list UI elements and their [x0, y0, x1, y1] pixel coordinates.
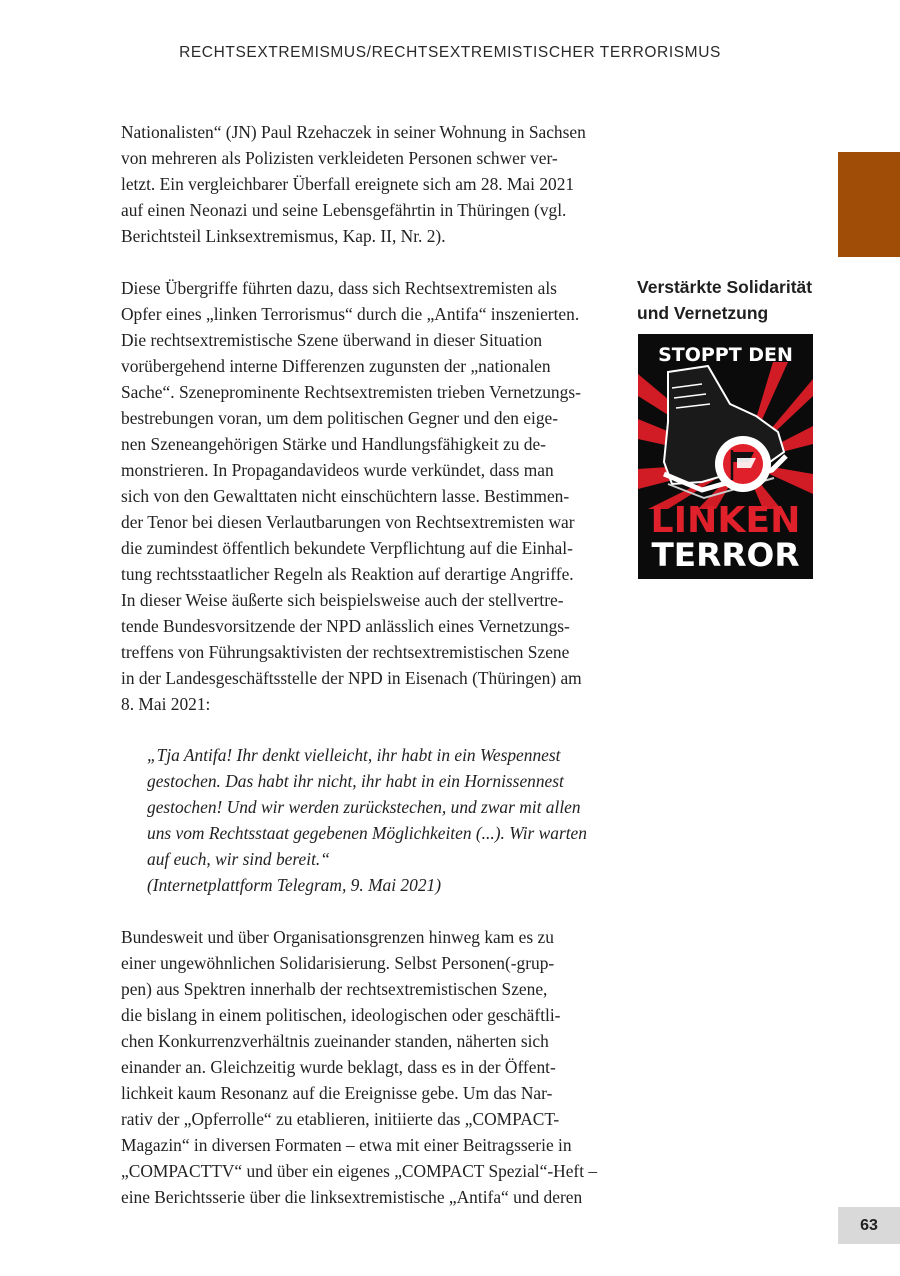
text-line: In dieser Weise äußerte sich beispielsweise auch der stellvertre- — [121, 590, 564, 610]
block-quote — [147, 742, 617, 898]
text-line: lichkeit kaum Resonanz auf die Ereignisse gebe. Um das Nar- — [121, 1083, 553, 1103]
quote-source: (Internetplattform Telegram, 9. Mai 2021) — [147, 875, 442, 895]
margin-heading-line: und Vernetzung — [637, 303, 769, 323]
text-line: auf einen Neonazi und seine Lebensgefährtin in Thüringen (vgl. — [121, 200, 567, 220]
chapter-color-tab — [838, 152, 900, 257]
quote-line: uns vom Rechtsstaat gegebenen Möglichkeiten (...). Wir warten — [147, 823, 587, 843]
text-line: Bundesweit und über Organisationsgrenzen hinweg kam es zu — [121, 927, 554, 947]
text-line: 8. Mai 2021: — [121, 694, 211, 714]
margin-heading-line: Verstärkte Solidarität — [637, 277, 813, 297]
text-line: nen Szeneangehörigen Stärke und Handlungsfähigkeit zu de- — [121, 434, 546, 454]
text-line: rativ der „Opferrolle“ zu etablieren, initiierte das „COMPACT- — [121, 1109, 560, 1129]
antifa-badge-icon — [715, 436, 771, 492]
text-line: Die rechtsextremistische Szene überwand in dieser Situation — [121, 330, 543, 350]
poster-bottom-text: TERROR — [651, 536, 800, 574]
body-paragraph-2 — [121, 275, 619, 717]
quote-line: auf euch, wir sind bereit.“ — [147, 849, 330, 869]
quote-line: gestochen. Das habt ihr nicht, ihr habt in ein Hornissennest — [147, 771, 564, 791]
text-line: einander an. Gleichzeitig wurde beklagt, dass es in der Öffent- — [121, 1057, 556, 1077]
text-line: Sache“. Szeneprominente Rechtsextremisten trieben Vernetzungs- — [121, 382, 581, 402]
body-paragraph-1 — [121, 119, 619, 249]
poster-middle-text: LINKEN — [650, 500, 801, 541]
propaganda-poster-image — [638, 334, 813, 579]
text-line: eine Berichtsserie über die linksextremistische „Antifa“ und deren — [121, 1187, 583, 1207]
text-line: chen Konkurrenzverhältnis zueinander standen, näherten sich — [121, 1031, 549, 1051]
text-line: Nationalisten“ (JN) Paul Rzehaczek in seiner Wohnung in Sachsen — [121, 122, 586, 142]
text-line: Diese Übergriffe führten dazu, dass sich Rechtsextremisten als — [121, 278, 557, 298]
text-line: bestrebungen voran, um dem politischen Gegner und den eige- — [121, 408, 559, 428]
text-line: tung rechtsstaatlicher Regeln als Reaktion auf derartige Angriffe. — [121, 564, 574, 584]
text-line: sich von den Gewalttaten nicht einschüchtern lasse. Bestimmen- — [121, 486, 570, 506]
text-line: in der Landesgeschäftsstelle der NPD in Eisenach (Thüringen) am — [121, 668, 582, 688]
text-line: die zumindest öffentlich bekundete Verpflichtung auf die Einhal- — [121, 538, 573, 558]
page-number: 63 — [838, 1207, 900, 1244]
text-line: der Tenor bei diesen Verlautbarungen von Rechtsextremisten war — [121, 512, 575, 532]
text-line: von mehreren als Polizisten verkleideten Personen schwer ver- — [121, 148, 558, 168]
text-line: treffens von Führungsaktivisten der rechtsextremistischen Szene — [121, 642, 570, 662]
text-line: monstrieren. In Propagandavideos wurde verkündet, dass man — [121, 460, 554, 480]
text-line: „COMPACTTV“ und über ein eigenes „COMPACT Spezial“-Heft – — [121, 1161, 598, 1181]
text-line: tende Bundesvorsitzende der NPD anlässlich eines Vernetzungs- — [121, 616, 570, 636]
text-line: Magazin“ in diversen Formaten – etwa mit einer Beitragsserie in — [121, 1135, 572, 1155]
poster-top-text: STOPPT DEN — [658, 344, 793, 366]
margin-heading — [637, 274, 827, 326]
text-line: Opfer eines „linken Terrorismus“ durch die „Antifa“ inszenierten. — [121, 304, 580, 324]
text-line: die bislang in einem politischen, ideologischen oder geschäftli- — [121, 1005, 561, 1025]
poster-graphic — [638, 334, 813, 579]
text-line: Berichtsteil Linksextremismus, Kap. II, Nr. 2). — [121, 226, 446, 246]
body-paragraph-3 — [121, 924, 619, 1210]
text-line: pen) aus Spektren innerhalb der rechtsextremistischen Szene, — [121, 979, 548, 999]
text-line: letzt. Ein vergleichbarer Überfall ereignete sich am 28. Mai 2021 — [121, 174, 575, 194]
quote-line: „Tja Antifa! Ihr denkt vielleicht, ihr habt in ein Wespennest — [147, 745, 561, 765]
text-line: einer ungewöhnlichen Solidarisierung. Selbst Personen(-grup- — [121, 953, 555, 973]
text-line: vorübergehend interne Differenzen zugunsten der „nationalen — [121, 356, 551, 376]
running-header: RECHTSEXTREMISMUS/RECHTSEXTREMISTISCHER TERRORISMUS — [179, 44, 721, 61]
quote-line: gestochen! Und wir werden zurückstechen, und zwar mit allen — [147, 797, 581, 817]
